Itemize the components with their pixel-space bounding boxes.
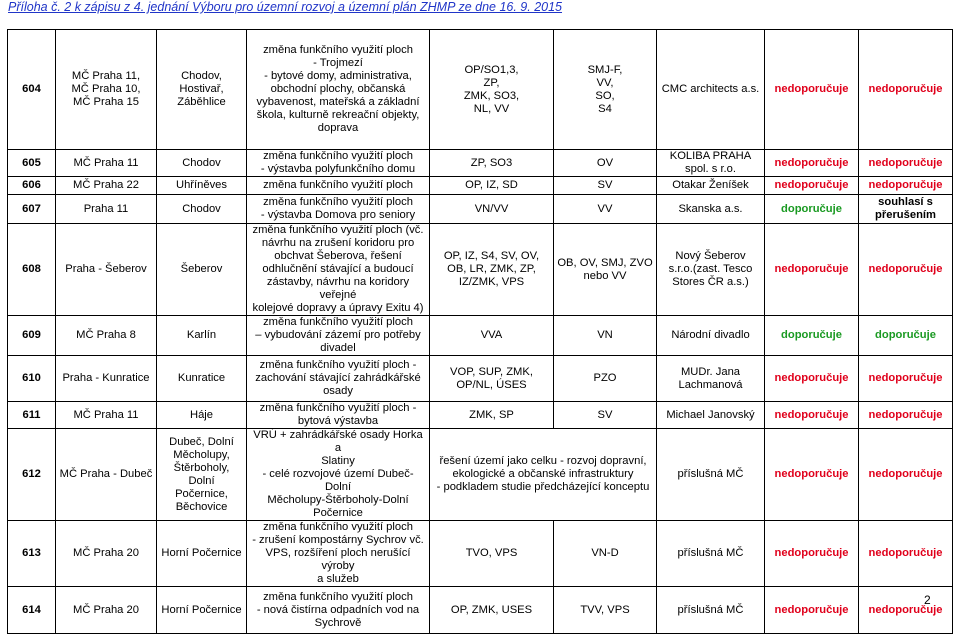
cell-recommendation-2: nedoporučuje (859, 402, 953, 429)
cell-applicant: příslušná MČ (657, 587, 765, 634)
cell-district: MČ Praha 11 (56, 150, 157, 177)
cell-recommendation-2: nedoporučuje (859, 150, 953, 177)
cell-district: MČ Praha 22 (56, 177, 157, 195)
cell-applicant: MUDr. Jana Lachmanová (657, 356, 765, 402)
cell-description: změna funkčního využití ploch - výstavba Domova pro seniory (247, 195, 430, 224)
cell-recommendation-2: nedoporučuje (859, 30, 953, 150)
cell-current-use: OP, IZ, S4, SV, OV, OB, LR, ZMK, ZP, IZ/ZMK, VPS (430, 224, 554, 316)
cell-description: změna funkčního využití ploch - výstavba polyfunkčního domu (247, 150, 430, 177)
table-body (8, 30, 953, 634)
cell-district: MČ Praha 20 (56, 587, 157, 634)
cell-district: Praha 11 (56, 195, 157, 224)
cell-recommendation-1: nedoporučuje (765, 356, 859, 402)
cell-current-use: VN/VV (430, 195, 554, 224)
cell-description: změna funkčního využití ploch - Trojmezí - bytové domy, administrativa, obchodní plochy, občanská vybavenost, mateřská a základní škola, kulturně rekreační objekty, doprava (247, 30, 430, 150)
cell-recommendation-2: nedoporučuje (859, 224, 953, 316)
table-row (8, 587, 953, 634)
cell-merged-proposal: řešení území jako celku - rozvoj dopravní, ekologické a občanské infrastruktury - podkladem studie předcházející konceptu (430, 429, 657, 521)
cell-recommendation-1: nedoporučuje (765, 150, 859, 177)
cell-current-use: OP/SO1,3, ZP, ZMK, SO3, NL, VV (430, 30, 554, 150)
cell-district: Praha - Kunratice (56, 356, 157, 402)
cell-cadastral-area: Horní Počernice (157, 587, 247, 634)
cell-applicant: Skanska a.s. (657, 195, 765, 224)
row-number: 607 (8, 195, 56, 224)
table-row (8, 150, 953, 177)
cell-applicant: Nový Šeberov s.r.o.(zast. Tesco Stores ČR a.s.) (657, 224, 765, 316)
cell-recommendation-2: souhlasí s přerušením (859, 195, 953, 224)
cell-recommendation-1: nedoporučuje (765, 429, 859, 521)
cell-recommendation-1: doporučuje (765, 316, 859, 356)
table-row (8, 30, 953, 150)
table-row (8, 521, 953, 587)
cell-recommendation-2: nedoporučuje (859, 587, 953, 634)
row-number: 612 (8, 429, 56, 521)
cell-proposed-use: VN (554, 316, 657, 356)
row-number: 608 (8, 224, 56, 316)
cell-applicant: KOLIBA PRAHA spol. s r.o. (657, 150, 765, 177)
cell-applicant: příslušná MČ (657, 521, 765, 587)
cell-cadastral-area: Karlín (157, 316, 247, 356)
cell-current-use: ZMK, SP (430, 402, 554, 429)
table-row (8, 402, 953, 429)
cell-recommendation-2: nedoporučuje (859, 429, 953, 521)
cell-recommendation-2: nedoporučuje (859, 177, 953, 195)
cell-cadastral-area: Horní Počernice (157, 521, 247, 587)
cell-cadastral-area: Háje (157, 402, 247, 429)
cell-recommendation-2: doporučuje (859, 316, 953, 356)
cell-description: změna funkčního využití ploch (vč. návrhu na zrušení koridoru pro obchvat Šeberova, řešení odhlučnění stávající a budoucí zástavby, návrhu na koridory veřejné kolejové dopravy a úpravy Exitu 4) (247, 224, 430, 316)
cell-recommendation-1: doporučuje (765, 195, 859, 224)
cell-district: MČ Praha 20 (56, 521, 157, 587)
cell-applicant: příslušná MČ (657, 429, 765, 521)
cell-description: VRÚ + zahrádkářské osady Horka a Slatiny - celé rozvojové území Dubeč-Dolní Měcholupy-Štěrboholy-Dolní Počernice (247, 429, 430, 521)
cell-recommendation-1: nedoporučuje (765, 30, 859, 150)
cell-applicant: Otakar Ženíšek (657, 177, 765, 195)
table-row (8, 316, 953, 356)
row-number: 611 (8, 402, 56, 429)
cell-proposed-use: SMJ-F, VV, SO, S4 (554, 30, 657, 150)
cell-description: změna funkčního využití ploch (247, 177, 430, 195)
cell-cadastral-area: Kunratice (157, 356, 247, 402)
cell-applicant: Michael Janovský (657, 402, 765, 429)
cell-description: změna funkčního využití ploch - nová čistírna odpadních vod na Sychrově (247, 587, 430, 634)
cell-applicant: Národní divadlo (657, 316, 765, 356)
cell-proposed-use: TVV, VPS (554, 587, 657, 634)
cell-recommendation-2: nedoporučuje (859, 521, 953, 587)
table-row (8, 429, 953, 521)
cell-district: MČ Praha 11, MČ Praha 10, MČ Praha 15 (56, 30, 157, 150)
cell-recommendation-1: nedoporučuje (765, 177, 859, 195)
cell-current-use: OP, ZMK, USES (430, 587, 554, 634)
cell-description: změna funkčního využití ploch - bytová výstavba (247, 402, 430, 429)
cell-proposed-use: SV (554, 177, 657, 195)
cell-current-use: VOP, SUP, ZMK, OP/NL, ÚSES (430, 356, 554, 402)
cell-cadastral-area: Chodov (157, 195, 247, 224)
row-number: 609 (8, 316, 56, 356)
cell-proposed-use: OB, OV, SMJ, ZVO nebo VV (554, 224, 657, 316)
cell-current-use: ZP, SO3 (430, 150, 554, 177)
cell-cadastral-area: Dubeč, Dolní Měcholupy, Štěrboholy, Dolní Počernice, Běchovice (157, 429, 247, 521)
cell-proposed-use: SV (554, 402, 657, 429)
page-number: 2 (924, 593, 931, 607)
changes-table (7, 29, 953, 634)
cell-proposed-use: OV (554, 150, 657, 177)
cell-recommendation-1: nedoporučuje (765, 521, 859, 587)
cell-district: MČ Praha 8 (56, 316, 157, 356)
cell-cadastral-area: Uhříněves (157, 177, 247, 195)
cell-description: změna funkčního využití ploch - zrušení kompostárny Sychrov vč. VPS, rozšíření ploch nerušící výroby a služeb (247, 521, 430, 587)
row-number: 605 (8, 150, 56, 177)
row-number: 606 (8, 177, 56, 195)
cell-district: Praha - Šeberov (56, 224, 157, 316)
cell-cadastral-area: Chodov (157, 150, 247, 177)
cell-proposed-use: PZO (554, 356, 657, 402)
table-row (8, 224, 953, 316)
row-number: 604 (8, 30, 56, 150)
cell-recommendation-2: nedoporučuje (859, 356, 953, 402)
table-row (8, 195, 953, 224)
cell-district: MČ Praha - Dubeč (56, 429, 157, 521)
table-row (8, 177, 953, 195)
cell-cadastral-area: Šeberov (157, 224, 247, 316)
cell-recommendation-1: nedoporučuje (765, 402, 859, 429)
cell-district: MČ Praha 11 (56, 402, 157, 429)
row-number: 614 (8, 587, 56, 634)
cell-applicant: CMC architects a.s. (657, 30, 765, 150)
cell-proposed-use: VN-D (554, 521, 657, 587)
cell-current-use: VVA (430, 316, 554, 356)
row-number: 613 (8, 521, 56, 587)
cell-current-use: TVO, VPS (430, 521, 554, 587)
cell-description: změna funkčního využití ploch - zachování stávající zahrádkářské osady (247, 356, 430, 402)
table-row (8, 356, 953, 402)
cell-current-use: OP, IZ, SD (430, 177, 554, 195)
page-header: Příloha č. 2 k zápisu z 4. jednání Výboru pro územní rozvoj a územní plán ZHMP ze dne 16. 9. 2015 (8, 0, 563, 14)
cell-proposed-use: VV (554, 195, 657, 224)
cell-recommendation-1: nedoporučuje (765, 587, 859, 634)
cell-description: změna funkčního využití ploch – vybudování zázemí pro potřeby divadel (247, 316, 430, 356)
cell-cadastral-area: Chodov, Hostivař, Záběhlice (157, 30, 247, 150)
row-number: 610 (8, 356, 56, 402)
cell-recommendation-1: nedoporučuje (765, 224, 859, 316)
